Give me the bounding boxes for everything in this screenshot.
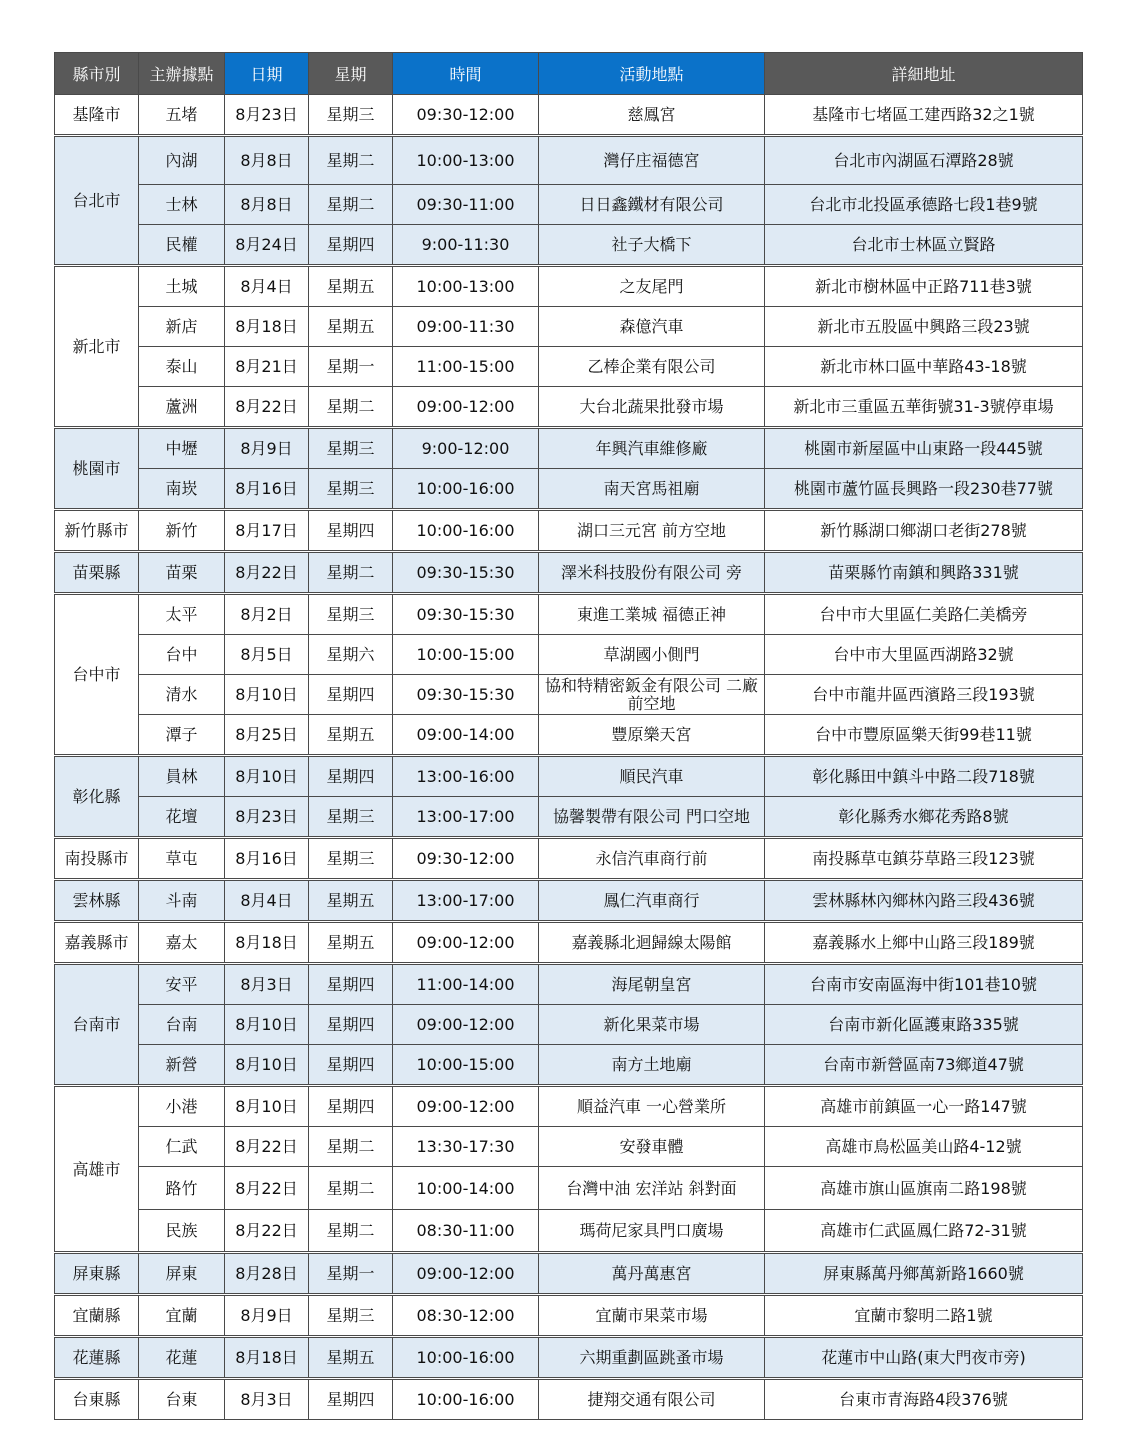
date-cell: 8月18日 <box>225 307 309 347</box>
time-cell: 13:00-17:00 <box>393 797 539 838</box>
city-group <box>55 1337 1083 1379</box>
weekday-cell: 星期二 <box>309 387 393 428</box>
date-cell: 8月3日 <box>225 1379 309 1420</box>
address-cell: 高雄市鳥松區美山路4-12號 <box>765 1127 1083 1167</box>
date-cell: 8月8日 <box>225 185 309 225</box>
weekday-cell: 星期三 <box>309 469 393 510</box>
date-cell: 8月23日 <box>225 95 309 136</box>
header-address: 詳細地址 <box>765 53 1083 95</box>
address-cell: 台中市大里區西湖路32號 <box>765 635 1083 675</box>
date-cell: 8月16日 <box>225 469 309 510</box>
venue-cell: 新化果菜市場 <box>539 1005 765 1045</box>
time-cell: 09:00-12:00 <box>393 1253 539 1295</box>
weekday-cell: 星期三 <box>309 428 393 469</box>
city-group <box>55 880 1083 922</box>
site-cell: 新竹 <box>139 510 225 552</box>
weekday-cell: 星期一 <box>309 1253 393 1295</box>
site-cell: 潭子 <box>139 715 225 756</box>
weekday-cell: 星期四 <box>309 1045 393 1086</box>
site-cell: 新營 <box>139 1045 225 1086</box>
address-cell: 新北市林口區中華路43-18號 <box>765 347 1083 387</box>
weekday-cell: 星期四 <box>309 1379 393 1420</box>
table-row <box>55 1086 1083 1127</box>
time-cell: 13:30-17:30 <box>393 1127 539 1167</box>
city-cell: 花蓮縣 <box>55 1337 139 1379</box>
table-row <box>55 922 1083 964</box>
site-cell: 內湖 <box>139 136 225 185</box>
date-cell: 8月8日 <box>225 136 309 185</box>
weekday-cell: 星期六 <box>309 635 393 675</box>
address-cell: 新北市樹林區中正路711巷3號 <box>765 266 1083 307</box>
city-group <box>55 266 1083 428</box>
weekday-cell: 星期三 <box>309 838 393 880</box>
venue-cell: 嘉義縣北迴歸線太陽館 <box>539 922 765 964</box>
venue-cell: 東進工業城 福德正神 <box>539 594 765 635</box>
header-city: 縣市別 <box>55 53 139 95</box>
date-cell: 8月22日 <box>225 552 309 594</box>
date-cell: 8月28日 <box>225 1253 309 1295</box>
venue-cell: 灣仔庄福德宮 <box>539 136 765 185</box>
venue-cell: 日日鑫鐵材有限公司 <box>539 185 765 225</box>
table-row <box>55 715 1083 756</box>
date-cell: 8月22日 <box>225 1210 309 1253</box>
time-cell: 10:00-16:00 <box>393 469 539 510</box>
header-date: 日期 <box>225 53 309 95</box>
time-cell: 13:00-16:00 <box>393 756 539 797</box>
site-cell: 宜蘭 <box>139 1295 225 1337</box>
site-cell: 花蓮 <box>139 1337 225 1379</box>
site-cell: 台中 <box>139 635 225 675</box>
time-cell: 9:00-11:30 <box>393 225 539 266</box>
city-cell: 台中市 <box>55 594 139 756</box>
site-cell: 民族 <box>139 1210 225 1253</box>
city-cell: 桃園市 <box>55 428 139 510</box>
weekday-cell: 星期五 <box>309 307 393 347</box>
header-site: 主辦據點 <box>139 53 225 95</box>
table-row <box>55 510 1083 552</box>
address-cell: 高雄市仁武區鳳仁路72-31號 <box>765 1210 1083 1253</box>
venue-cell: 湖口三元宮 前方空地 <box>539 510 765 552</box>
city-group <box>55 552 1083 594</box>
site-cell: 嘉太 <box>139 922 225 964</box>
table-row <box>55 136 1083 185</box>
city-cell: 新北市 <box>55 266 139 428</box>
venue-cell: 草湖國小側門 <box>539 635 765 675</box>
weekday-cell: 星期四 <box>309 225 393 266</box>
address-cell: 新北市五股區中興路三段23號 <box>765 307 1083 347</box>
site-cell: 斗南 <box>139 880 225 922</box>
time-cell: 10:00-15:00 <box>393 1045 539 1086</box>
venue-cell: 大台北蔬果批發市場 <box>539 387 765 428</box>
venue-cell: 慈鳳宮 <box>539 95 765 136</box>
table-row <box>55 552 1083 594</box>
site-cell: 五堵 <box>139 95 225 136</box>
address-cell: 台北市內湖區石潭路28號 <box>765 136 1083 185</box>
venue-cell: 捷翔交通有限公司 <box>539 1379 765 1420</box>
weekday-cell: 星期四 <box>309 1086 393 1127</box>
time-cell: 09:00-12:00 <box>393 1086 539 1127</box>
table-row <box>55 880 1083 922</box>
table-row <box>55 428 1083 469</box>
time-cell: 10:00-16:00 <box>393 510 539 552</box>
time-cell: 09:30-12:00 <box>393 95 539 136</box>
city-group <box>55 922 1083 964</box>
header-time: 時間 <box>393 53 539 95</box>
city-cell: 嘉義縣市 <box>55 922 139 964</box>
weekday-cell: 星期四 <box>309 756 393 797</box>
table-header <box>55 53 1083 95</box>
table-row <box>55 266 1083 307</box>
date-cell: 8月5日 <box>225 635 309 675</box>
header-venue: 活動地點 <box>539 53 765 95</box>
address-cell: 台北市北投區承德路七段1巷9號 <box>765 185 1083 225</box>
weekday-cell: 星期三 <box>309 95 393 136</box>
site-cell: 仁武 <box>139 1127 225 1167</box>
city-cell: 彰化縣 <box>55 756 139 838</box>
date-cell: 8月2日 <box>225 594 309 635</box>
weekday-cell: 星期二 <box>309 1127 393 1167</box>
city-group <box>55 428 1083 510</box>
table-row <box>55 347 1083 387</box>
address-cell: 台東市青海路4段376號 <box>765 1379 1083 1420</box>
venue-cell: 之友尾門 <box>539 266 765 307</box>
time-cell: 10:00-15:00 <box>393 635 539 675</box>
address-cell: 桃園市新屋區中山東路一段445號 <box>765 428 1083 469</box>
date-cell: 8月25日 <box>225 715 309 756</box>
city-group <box>55 95 1083 136</box>
venue-cell: 年興汽車維修廠 <box>539 428 765 469</box>
table-row <box>55 1253 1083 1295</box>
site-cell: 路竹 <box>139 1167 225 1210</box>
site-cell: 草屯 <box>139 838 225 880</box>
city-cell: 苗栗縣 <box>55 552 139 594</box>
table-row <box>55 1337 1083 1379</box>
address-cell: 嘉義縣水上鄉中山路三段189號 <box>765 922 1083 964</box>
date-cell: 8月17日 <box>225 510 309 552</box>
event-schedule-table <box>54 52 1083 1420</box>
venue-cell: 宜蘭市果菜市場 <box>539 1295 765 1337</box>
venue-cell: 協和特精密鈑金有限公司 二廠 前空地 <box>539 675 765 715</box>
site-cell: 台南 <box>139 1005 225 1045</box>
table-row <box>55 1210 1083 1253</box>
table-row <box>55 675 1083 715</box>
time-cell: 08:30-12:00 <box>393 1295 539 1337</box>
site-cell: 員林 <box>139 756 225 797</box>
site-cell: 新店 <box>139 307 225 347</box>
time-cell: 09:00-11:30 <box>393 307 539 347</box>
venue-cell: 台灣中油 宏洋站 斜對面 <box>539 1167 765 1210</box>
table-row <box>55 1379 1083 1420</box>
weekday-cell: 星期五 <box>309 922 393 964</box>
time-cell: 09:00-14:00 <box>393 715 539 756</box>
date-cell: 8月9日 <box>225 1295 309 1337</box>
address-cell: 台南市新營區南73鄉道47號 <box>765 1045 1083 1086</box>
weekday-cell: 星期二 <box>309 1167 393 1210</box>
date-cell: 8月24日 <box>225 225 309 266</box>
venue-cell: 協馨製帶有限公司 門口空地 <box>539 797 765 838</box>
weekday-cell: 星期四 <box>309 964 393 1005</box>
time-cell: 09:30-15:30 <box>393 675 539 715</box>
table-row <box>55 797 1083 838</box>
city-group <box>55 756 1083 838</box>
venue-cell: 森億汽車 <box>539 307 765 347</box>
header-weekday: 星期 <box>309 53 393 95</box>
table-row <box>55 95 1083 136</box>
site-cell: 安平 <box>139 964 225 1005</box>
weekday-cell: 星期四 <box>309 675 393 715</box>
time-cell: 10:00-13:00 <box>393 136 539 185</box>
date-cell: 8月18日 <box>225 922 309 964</box>
date-cell: 8月22日 <box>225 1127 309 1167</box>
time-cell: 09:30-15:30 <box>393 594 539 635</box>
table-row <box>55 756 1083 797</box>
site-cell: 士林 <box>139 185 225 225</box>
weekday-cell: 星期三 <box>309 594 393 635</box>
venue-cell: 澤米科技股份有限公司 旁 <box>539 552 765 594</box>
site-cell: 台東 <box>139 1379 225 1420</box>
table-row <box>55 1295 1083 1337</box>
city-group <box>55 594 1083 756</box>
time-cell: 10:00-16:00 <box>393 1379 539 1420</box>
site-cell: 苗栗 <box>139 552 225 594</box>
time-cell: 08:30-11:00 <box>393 1210 539 1253</box>
site-cell: 中壢 <box>139 428 225 469</box>
table-row <box>55 1005 1083 1045</box>
address-cell: 苗栗縣竹南鎮和興路331號 <box>765 552 1083 594</box>
weekday-cell: 星期二 <box>309 552 393 594</box>
address-cell: 雲林縣林內鄉林內路三段436號 <box>765 880 1083 922</box>
table-row <box>55 225 1083 266</box>
weekday-cell: 星期五 <box>309 880 393 922</box>
weekday-cell: 星期五 <box>309 266 393 307</box>
table-row <box>55 594 1083 635</box>
city-group <box>55 1086 1083 1253</box>
table-row <box>55 838 1083 880</box>
venue-cell: 瑪荷尼家具門口廣場 <box>539 1210 765 1253</box>
time-cell: 10:00-16:00 <box>393 1337 539 1379</box>
city-cell: 新竹縣市 <box>55 510 139 552</box>
city-group <box>55 1253 1083 1295</box>
address-cell: 高雄市前鎮區一心一路147號 <box>765 1086 1083 1127</box>
address-cell: 屏東縣萬丹鄉萬新路1660號 <box>765 1253 1083 1295</box>
date-cell: 8月4日 <box>225 880 309 922</box>
city-cell: 雲林縣 <box>55 880 139 922</box>
site-cell: 屏東 <box>139 1253 225 1295</box>
table-row <box>55 307 1083 347</box>
site-cell: 太平 <box>139 594 225 635</box>
date-cell: 8月22日 <box>225 387 309 428</box>
time-cell: 09:30-12:00 <box>393 838 539 880</box>
site-cell: 清水 <box>139 675 225 715</box>
venue-cell: 永信汽車商行前 <box>539 838 765 880</box>
venue-cell: 安發車體 <box>539 1127 765 1167</box>
table-row <box>55 1045 1083 1086</box>
weekday-cell: 星期一 <box>309 347 393 387</box>
time-cell: 09:00-12:00 <box>393 1005 539 1045</box>
table-row <box>55 1127 1083 1167</box>
weekday-cell: 星期四 <box>309 1005 393 1045</box>
address-cell: 新竹縣湖口鄉湖口老街278號 <box>765 510 1083 552</box>
weekday-cell: 星期二 <box>309 185 393 225</box>
table-row <box>55 387 1083 428</box>
site-cell: 蘆洲 <box>139 387 225 428</box>
weekday-cell: 星期四 <box>309 510 393 552</box>
date-cell: 8月9日 <box>225 428 309 469</box>
venue-cell: 南方土地廟 <box>539 1045 765 1086</box>
site-cell: 花壇 <box>139 797 225 838</box>
venue-cell: 萬丹萬惠宮 <box>539 1253 765 1295</box>
site-cell: 泰山 <box>139 347 225 387</box>
table-row <box>55 964 1083 1005</box>
time-cell: 11:00-14:00 <box>393 964 539 1005</box>
time-cell: 09:30-11:00 <box>393 185 539 225</box>
address-cell: 高雄市旗山區旗南二路198號 <box>765 1167 1083 1210</box>
venue-cell: 六期重劃區跳蚤市場 <box>539 1337 765 1379</box>
date-cell: 8月23日 <box>225 797 309 838</box>
address-cell: 台中市豐原區樂天街99巷11號 <box>765 715 1083 756</box>
address-cell: 彰化縣田中鎮斗中路二段718號 <box>765 756 1083 797</box>
city-cell: 宜蘭縣 <box>55 1295 139 1337</box>
site-cell: 小港 <box>139 1086 225 1127</box>
weekday-cell: 星期三 <box>309 797 393 838</box>
address-cell: 桃園市蘆竹區長興路一段230巷77號 <box>765 469 1083 510</box>
address-cell: 台南市安南區海中街101巷10號 <box>765 964 1083 1005</box>
address-cell: 台北市士林區立賢路 <box>765 225 1083 266</box>
header-row <box>55 53 1083 95</box>
city-cell: 南投縣市 <box>55 838 139 880</box>
time-cell: 10:00-13:00 <box>393 266 539 307</box>
date-cell: 8月10日 <box>225 1086 309 1127</box>
site-cell: 南崁 <box>139 469 225 510</box>
city-group <box>55 136 1083 266</box>
city-cell: 屏東縣 <box>55 1253 139 1295</box>
city-group <box>55 1295 1083 1337</box>
city-cell: 基隆市 <box>55 95 139 136</box>
venue-cell: 豐原樂天宮 <box>539 715 765 756</box>
site-cell: 民權 <box>139 225 225 266</box>
venue-cell: 海尾朝皇宮 <box>539 964 765 1005</box>
site-cell: 土城 <box>139 266 225 307</box>
weekday-cell: 星期五 <box>309 1337 393 1379</box>
city-cell: 台南市 <box>55 964 139 1086</box>
time-cell: 9:00-12:00 <box>393 428 539 469</box>
weekday-cell: 星期五 <box>309 715 393 756</box>
time-cell: 09:30-15:30 <box>393 552 539 594</box>
time-cell: 11:00-15:00 <box>393 347 539 387</box>
address-cell: 台中市大里區仁美路仁美橋旁 <box>765 594 1083 635</box>
date-cell: 8月18日 <box>225 1337 309 1379</box>
time-cell: 10:00-14:00 <box>393 1167 539 1210</box>
table-row <box>55 469 1083 510</box>
address-cell: 彰化縣秀水鄉花秀路8號 <box>765 797 1083 838</box>
venue-cell: 順益汽車 一心營業所 <box>539 1086 765 1127</box>
city-group <box>55 1379 1083 1420</box>
date-cell: 8月10日 <box>225 1045 309 1086</box>
venue-cell: 社子大橋下 <box>539 225 765 266</box>
city-cell: 高雄市 <box>55 1086 139 1253</box>
date-cell: 8月16日 <box>225 838 309 880</box>
time-cell: 13:00-17:00 <box>393 880 539 922</box>
venue-cell: 順民汽車 <box>539 756 765 797</box>
address-cell: 宜蘭市黎明二路1號 <box>765 1295 1083 1337</box>
address-cell: 台南市新化區護東路335號 <box>765 1005 1083 1045</box>
city-group <box>55 838 1083 880</box>
time-cell: 09:00-12:00 <box>393 387 539 428</box>
weekday-cell: 星期三 <box>309 1295 393 1337</box>
table-row <box>55 635 1083 675</box>
date-cell: 8月10日 <box>225 1005 309 1045</box>
date-cell: 8月21日 <box>225 347 309 387</box>
date-cell: 8月10日 <box>225 675 309 715</box>
date-cell: 8月22日 <box>225 1167 309 1210</box>
weekday-cell: 星期二 <box>309 136 393 185</box>
address-cell: 花蓮市中山路(東大門夜市旁) <box>765 1337 1083 1379</box>
address-cell: 台中市龍井區西濱路三段193號 <box>765 675 1083 715</box>
address-cell: 新北市三重區五華街號31-3號停車場 <box>765 387 1083 428</box>
venue-cell: 南天宮馬祖廟 <box>539 469 765 510</box>
weekday-cell: 星期二 <box>309 1210 393 1253</box>
city-group <box>55 510 1083 552</box>
city-cell: 台東縣 <box>55 1379 139 1420</box>
address-cell: 基隆市七堵區工建西路32之1號 <box>765 95 1083 136</box>
city-cell: 台北市 <box>55 136 139 266</box>
venue-cell: 鳳仁汽車商行 <box>539 880 765 922</box>
time-cell: 09:00-12:00 <box>393 922 539 964</box>
date-cell: 8月3日 <box>225 964 309 1005</box>
city-group <box>55 964 1083 1086</box>
table-row <box>55 1167 1083 1210</box>
table-row <box>55 185 1083 225</box>
date-cell: 8月4日 <box>225 266 309 307</box>
venue-cell: 乙棒企業有限公司 <box>539 347 765 387</box>
address-cell: 南投縣草屯鎮芬草路三段123號 <box>765 838 1083 880</box>
date-cell: 8月10日 <box>225 756 309 797</box>
